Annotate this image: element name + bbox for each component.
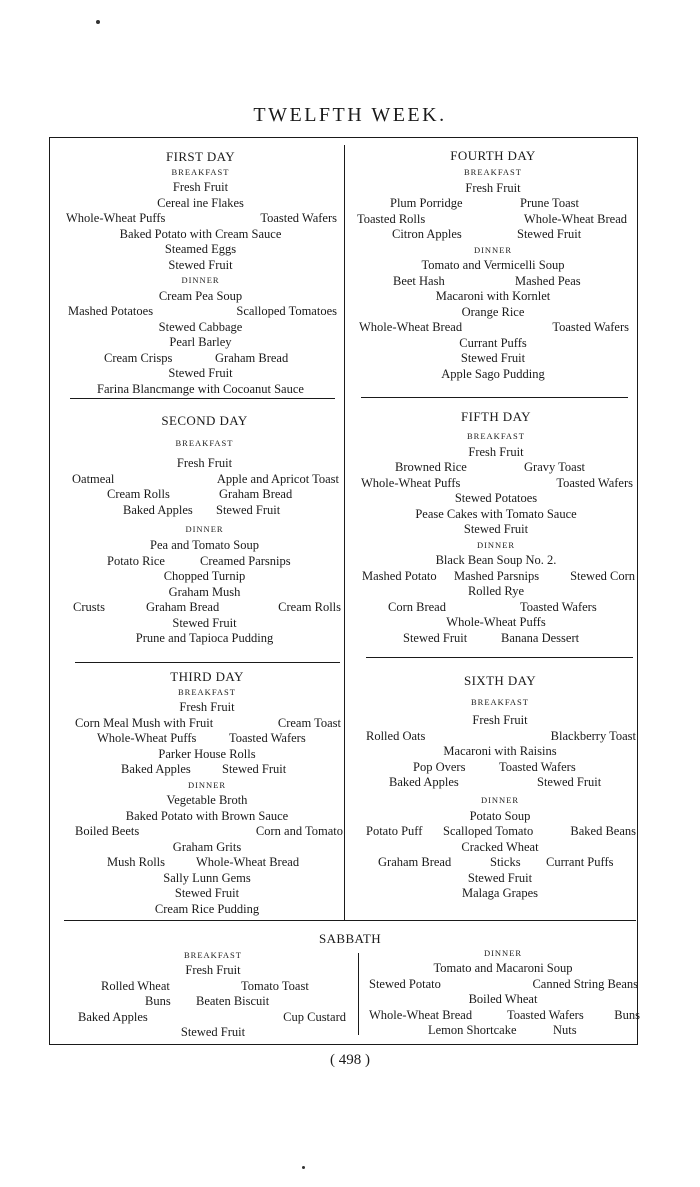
menu-item: Stewed Fruit: [180, 1025, 246, 1039]
menu-item: Whole-Wheat Puffs: [97, 731, 197, 745]
menu-item: Graham Grits: [172, 839, 242, 854]
menu-item: Nuts: [553, 1023, 577, 1037]
menu-item: Whole-Wheat Puffs: [361, 475, 461, 490]
menu-item: Cup Custard: [283, 1009, 346, 1024]
menu-item: Graham Bread: [378, 855, 452, 869]
menu-item: Toasted Rolls: [357, 211, 426, 226]
menu-item: Rolled Wheat: [101, 978, 170, 993]
meal-label-breakfast: BREAKFAST: [184, 950, 242, 960]
menu-item: Potato Rice: [107, 553, 165, 568]
menu-item: Fresh Fruit: [179, 700, 235, 714]
menu-item: Cracked Wheat: [461, 839, 539, 854]
menu-item: Beaten Biscuit: [196, 994, 270, 1008]
menu-item: Orange Rice: [461, 304, 525, 319]
menu-item: Apple Sago Pudding: [441, 366, 545, 381]
menu-item: Stewed Cabbage: [158, 319, 243, 334]
menu-item: Stewed Fruit: [216, 502, 281, 517]
meal-label-breakfast: BREAKFAST: [464, 167, 522, 177]
meal-label-dinner: DINNER: [483, 948, 523, 958]
menu-item: Toasted Wafers: [556, 475, 633, 490]
menu-item: Toasted Wafers: [499, 759, 576, 774]
menu-item: Scalloped Tomatoes: [236, 304, 337, 318]
first-day-menu: [62, 149, 339, 397]
menu-item: Stewed Fruit: [467, 870, 533, 885]
menu-item: Cereal ine Flakes: [157, 195, 244, 210]
menu-item: Tomato and Vermicelli Soup: [421, 258, 565, 272]
menu-item: Stewed Fruit: [168, 366, 233, 380]
menu-item: Cream Rolls: [107, 487, 170, 501]
menu-item: Whole-Wheat Puffs: [446, 615, 546, 629]
menu-item: Buns: [145, 994, 171, 1008]
divider-fourth-fifth: [361, 397, 628, 398]
menu-item: Stewed Potato: [369, 976, 441, 991]
menu-item: Stewed Fruit: [174, 886, 240, 900]
menu-item: Stewed Corn: [570, 568, 635, 583]
sabbath-breakfast-menu: [74, 948, 352, 1041]
sabbath-heading-block: [60, 931, 640, 947]
menu-item: Apple and Apricot Toast: [216, 471, 339, 486]
menu-item: Whole-Wheat Bread: [359, 320, 463, 334]
menu-item: Corn Meal Mush with Fruit: [75, 715, 214, 730]
menu-item: Farina Blancmange with Cocoanut Sauce: [97, 381, 304, 396]
menu-item: Toasted Wafers: [507, 1007, 584, 1022]
menu-item: Mashed Potato: [362, 568, 437, 583]
menu-item: Baked Apples: [389, 775, 459, 789]
menu-item: Boiled Wheat: [468, 992, 538, 1006]
menu-item: Browned Rice: [395, 460, 467, 474]
menu-item: Toasted Wafers: [552, 320, 629, 334]
menu-item: Pea and Tomato Soup: [150, 538, 259, 552]
menu-item: Toasted Wafers: [229, 731, 306, 745]
menu-item: Stewed Fruit: [403, 630, 468, 645]
menu-item: Cream Rolls: [278, 600, 341, 614]
meal-label-breakfast: BREAKFAST: [467, 431, 525, 441]
menu-item: Parker House Rolls: [158, 746, 256, 761]
sabbath-column-divider: [358, 953, 359, 1035]
sixth-day-menu: [362, 673, 638, 902]
divider-sabbath: [64, 920, 636, 921]
menu-item: Mashed Potatoes: [68, 304, 154, 318]
fourth-day-menu: [353, 148, 633, 382]
menu-item: Mashed Parsnips: [454, 568, 540, 583]
menu-item: Graham Bread: [146, 600, 220, 614]
page-speck: [96, 20, 100, 24]
menu-item: Sally Lunn Gems: [163, 870, 251, 885]
menu-item: Plum Porridge: [390, 196, 463, 210]
menu-item: Pop Overs: [413, 759, 466, 774]
menu-item: Chopped Turnip: [163, 569, 246, 583]
menu-item: Stewed Fruit: [463, 522, 529, 536]
menu-item: Cream Pea Soup: [158, 288, 243, 303]
menu-item: Stewed Fruit: [172, 615, 237, 630]
menu-item: Vegetable Broth: [166, 793, 248, 807]
column-divider: [344, 145, 345, 920]
menu-item: Tomato Toast: [241, 978, 309, 993]
menu-item: Prune and Tapioca Pudding: [135, 631, 274, 645]
divider-second-third: [75, 662, 340, 663]
menu-item: Mashed Peas: [515, 273, 581, 288]
menu-item: Whole-Wheat Puffs: [66, 211, 166, 225]
menu-item: Baked Apples: [121, 762, 191, 776]
day-heading: FIRST DAY: [166, 149, 235, 164]
page-number: ( 498 ): [330, 1052, 370, 1068]
menu-item: Toasted Wafers: [260, 211, 337, 225]
menu-item: Baked Apples: [78, 1009, 148, 1024]
page-title: TWELFTH WEEK.: [253, 104, 447, 126]
menu-item: Fresh Fruit: [465, 180, 521, 195]
menu-item: Cream Toast: [277, 715, 341, 730]
meal-label-breakfast: BREAKFAST: [178, 686, 236, 697]
menu-item: Buns: [614, 1007, 640, 1022]
menu-item: Scalloped Tomato: [443, 824, 534, 838]
menu-item: Stewed Fruit: [537, 775, 602, 789]
menu-item: Banana Dessert: [501, 630, 580, 645]
menu-item: Fresh Fruit: [472, 713, 528, 727]
sabbath-dinner-menu: [364, 946, 642, 1039]
menu-item: Canned String Beans: [532, 976, 638, 991]
meal-label-dinner: DINNER: [185, 524, 224, 534]
day-heading: THIRD DAY: [170, 669, 244, 684]
menu-item: Macaroni with Raisins: [443, 744, 557, 758]
menu-item: Lemon Shortcake: [428, 1023, 517, 1037]
day-heading: FIFTH DAY: [461, 409, 531, 424]
third-day-menu: [71, 669, 343, 917]
menu-item: Boiled Beets: [75, 824, 140, 838]
menu-item: Creamed Parsnips: [200, 553, 291, 568]
menu-item: Fresh Fruit: [176, 456, 233, 470]
meal-label-breakfast: BREAKFAST: [171, 166, 230, 177]
fifth-day-menu: [357, 409, 635, 646]
menu-item: Whole-Wheat Bread: [196, 855, 300, 869]
menu-item: Baked Apples: [123, 502, 193, 517]
menu-item: Rolled Rye: [467, 584, 525, 598]
menu-item: Stewed Fruit: [168, 257, 233, 272]
menu-item: Fresh Fruit: [172, 180, 229, 194]
day-heading: SABBATH: [318, 931, 382, 946]
menu-item: Beet Hash: [393, 273, 445, 288]
menu-item: Baked Beans: [570, 824, 636, 838]
menu-item: Mush Rolls: [107, 855, 166, 869]
menu-item: Gravy Toast: [524, 460, 586, 474]
menu-item: Steamed Eggs: [164, 242, 237, 256]
menu-item: Graham Bread: [219, 487, 293, 501]
menu-item: Blackberry Toast: [550, 728, 636, 743]
menu-item: Cream Rice Pudding: [154, 901, 260, 916]
menu-item: Currant Puffs: [546, 855, 614, 869]
meal-label-breakfast: BREAKFAST: [175, 438, 234, 448]
menu-item: Graham Bread: [215, 350, 289, 365]
menu-item: Pease Cakes with Tomato Sauce: [415, 506, 577, 521]
menu-item: Baked Potato with Brown Sauce: [125, 808, 289, 823]
meal-label-dinner: DINNER: [181, 275, 220, 285]
divider-fifth-sixth: [366, 657, 633, 658]
menu-item: Cream Crisps: [104, 350, 173, 365]
menu-item: Malaga Grapes: [461, 886, 539, 900]
menu-item: Toasted Wafers: [520, 599, 597, 614]
day-heading: SIXTH DAY: [463, 673, 537, 688]
menu-item: Potato Soup: [469, 808, 531, 823]
divider-first-second: [70, 398, 335, 399]
menu-item: Currant Puffs: [459, 335, 527, 350]
menu-item: Black Bean Soup No. 2.: [435, 553, 557, 567]
menu-item: Fresh Fruit: [468, 444, 524, 459]
menu-item: Whole-Wheat Bread: [523, 211, 627, 226]
menu-item: Corn and Tomato: [255, 824, 343, 838]
menu-item: Sticks: [490, 855, 521, 869]
meal-label-dinner: DINNER: [476, 539, 516, 550]
menu-item: Whole-Wheat Bread: [369, 1007, 473, 1022]
meal-label-breakfast: BREAKFAST: [471, 697, 529, 707]
menu-item: Citron Apples: [392, 227, 462, 241]
menu-item: Crusts: [73, 600, 105, 614]
menu-item: Stewed Fruit: [460, 351, 526, 365]
day-heading: FOURTH DAY: [450, 148, 536, 163]
meal-label-dinner: DINNER: [473, 244, 513, 255]
menu-item: Corn Bread: [388, 599, 446, 614]
menu-item: Prune Toast: [520, 196, 579, 210]
menu-item: Stewed Potatoes: [454, 491, 538, 505]
menu-item: Stewed Fruit: [222, 762, 287, 776]
menu-item: Baked Potato with Cream Sauce: [119, 226, 282, 241]
meal-label-dinner: DINNER: [480, 794, 520, 805]
menu-item: Tomato and Macaroni Soup: [433, 961, 573, 975]
day-heading: SECOND DAY: [161, 413, 248, 428]
meal-label-dinner: DINNER: [187, 779, 227, 790]
menu-item: Pearl Barley: [169, 335, 232, 349]
menu-item: Oatmeal: [72, 471, 115, 486]
second-day-menu: [68, 413, 341, 647]
menu-item: Fresh Fruit: [185, 963, 241, 977]
menu-item: Macaroni with Kornlet: [435, 289, 551, 303]
menu-item: Rolled Oats: [366, 728, 426, 743]
menu-item: Stewed Fruit: [517, 227, 582, 241]
page-speck: [302, 1166, 305, 1169]
menu-item: Graham Mush: [168, 584, 241, 599]
menu-item: Potato Puff: [366, 824, 423, 838]
